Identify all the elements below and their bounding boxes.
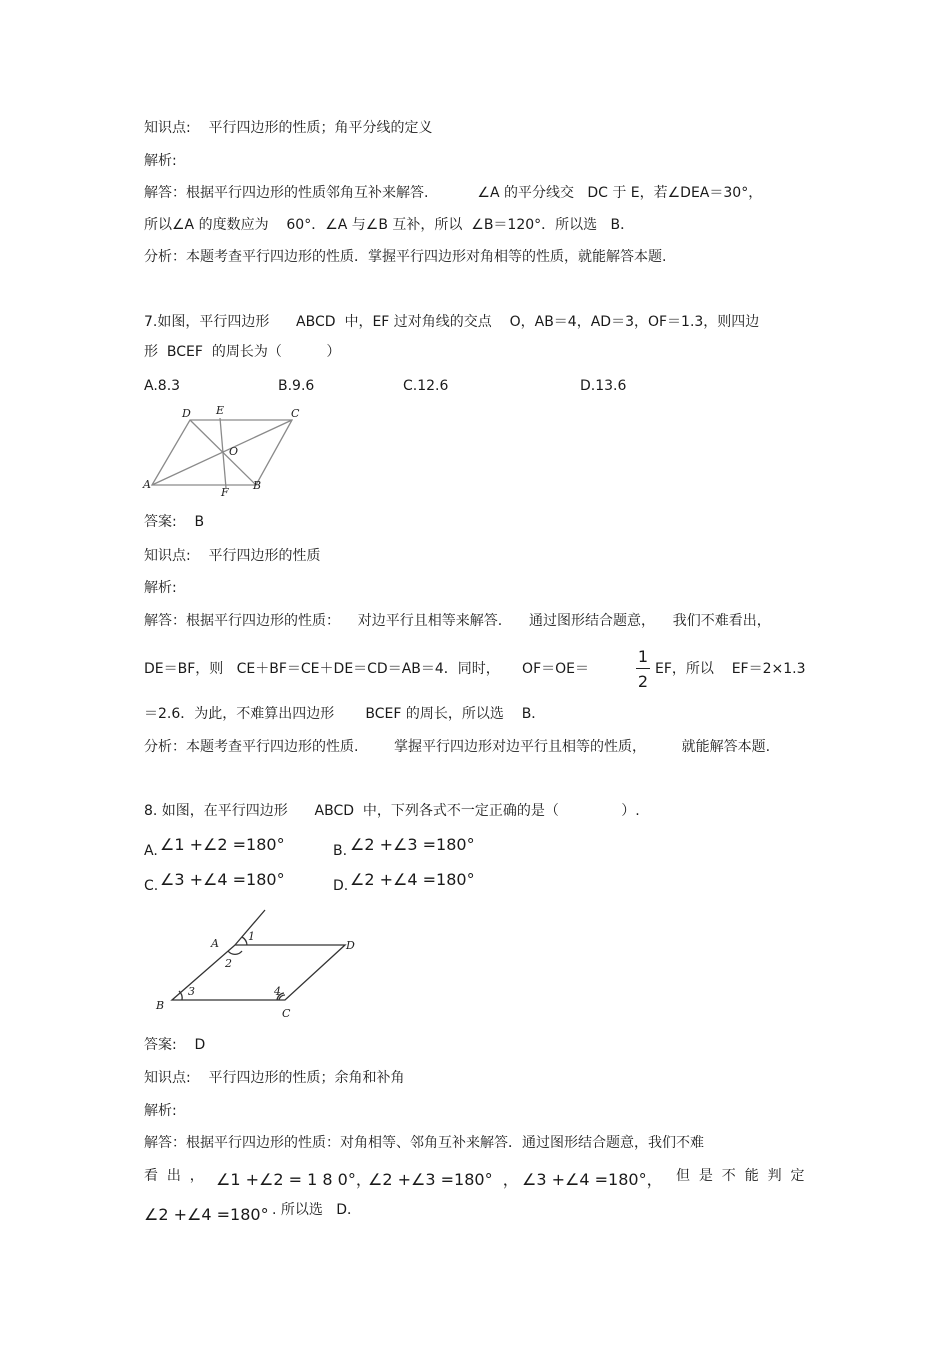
q7-answer: 答案: B — [144, 514, 205, 530]
q7-answer-line-2b: EF，所以 EF＝2×1.3 — [655, 661, 806, 677]
q8-label-1: 1 — [248, 930, 255, 943]
q7-option-d: D.13.6 — [580, 378, 627, 394]
q8-label-a: A — [211, 937, 219, 950]
q7-fraction-bar — [636, 668, 650, 669]
q8-answer-expr-1: ∠1 +∠2 = 1 8 0°， — [216, 1170, 372, 1189]
q8-option-c-letter: C. — [144, 878, 159, 894]
q8-knowledge: 知识点: 平行四边形的性质；余角和补角 — [144, 1070, 405, 1086]
q7-fraction-denominator: 2 — [637, 672, 649, 691]
q7-stem-line-1: 7.如图，平行四边形 ABCD 中，EF 过对角线的交点 O，AB＝4，AD＝3，OF＝1.3，则四边 — [144, 314, 760, 330]
q7-option-a: A.8.3 — [144, 378, 181, 394]
q7-answer-line-1: 解答：根据平行四边形的性质： 对边平行且相等来解答. 通过图形结合题意， 我们不难看出， — [144, 613, 771, 629]
q8-label-d: D — [346, 939, 355, 952]
q8-answer: 答案: D — [144, 1037, 206, 1053]
q8-label-2: 2 — [225, 957, 232, 970]
q7-stem-line-2: 形 BCEF 的周长为（ ） — [144, 344, 341, 360]
q7-option-b: B.9.6 — [278, 378, 315, 394]
q7-answer-line-2a: DE＝BF，则 CE＋BF＝CE＋DE＝CD＝AB＝4．同时， OF＝OE＝ — [144, 661, 589, 677]
q7-fraction-numerator: 1 — [637, 647, 649, 666]
q6-knowledge: 知识点: 平行四边形的性质；角平分线的定义 — [144, 120, 433, 136]
q8-label-b: B — [156, 999, 165, 1012]
q8-answer-expr-4: ∠2 +∠4 =180° — [144, 1205, 269, 1224]
q7-label-e: E — [216, 404, 225, 417]
q8-option-b-letter: B. — [333, 843, 348, 859]
q8-option-b: ∠2 +∠3 =180° — [350, 835, 475, 854]
q7-parallelogram-figure — [140, 405, 310, 500]
q6-answer-line-2: 所以∠A 的度数应为 60°．∠A 与∠B 互补，所以 ∠B＝120°．所以选 B． — [144, 217, 635, 233]
q7-label-a: A — [143, 478, 151, 491]
q8-answer-line-2-prefix: 看 出 ， — [144, 1168, 204, 1184]
q6-summary: 分析：本题考查平行四边形的性质．掌握平行四边形对角相等的性质，就能解答本题. — [144, 249, 667, 265]
q8-answer-expr-3: ∠3 +∠4 =180°， — [522, 1170, 663, 1189]
q7-label-b: B — [253, 479, 262, 492]
q7-label-c: C — [291, 407, 300, 420]
q8-option-d-letter: D. — [333, 878, 349, 894]
q8-label-4: 4 — [274, 985, 281, 998]
q8-label-3: 3 — [188, 985, 195, 998]
q8-option-a-letter: A. — [144, 843, 158, 859]
q7-label-f: F — [221, 486, 229, 499]
q6-analysis-label: 解析: — [144, 153, 177, 169]
q8-answer-line-3-tail: . 所以选 D． — [272, 1202, 362, 1218]
q7-analysis-label: 解析: — [144, 580, 177, 596]
q7-option-c: C.12.6 — [403, 378, 449, 394]
q7-label-d: D — [182, 407, 191, 420]
q8-option-c: ∠3 +∠4 =180° — [160, 870, 285, 889]
q7-label-o: O — [229, 445, 239, 458]
q8-parallelogram-figure — [150, 905, 375, 1025]
q8-option-a: ∠1 +∠2 =180° — [160, 835, 285, 854]
q7-summary: 分析：本题考查平行四边形的性质. 掌握平行四边形对边平行且相等的性质， 就能解答本题. — [144, 739, 771, 755]
q8-analysis-label: 解析: — [144, 1103, 177, 1119]
q7-answer-line-3: ＝2.6．为此，不难算出四边形 BCEF 的周长，所以选 B． — [144, 706, 546, 722]
q8-answer-line-1: 解答：根据平行四边形的性质：对角相等、邻角互补来解答．通过图形结合题意，我们不难 — [144, 1135, 704, 1151]
q8-answer-line-2-suffix: 但 是 不 能 判 定 — [676, 1168, 805, 1184]
q7-knowledge: 知识点: 平行四边形的性质 — [144, 548, 321, 564]
q6-answer-line-1: 解答：根据平行四边形的性质邻角互补来解答. ∠A 的平分线交 DC 于 E，若∠DEA＝30°， — [144, 185, 763, 201]
q8-option-d: ∠2 +∠4 =180° — [350, 870, 475, 889]
q8-stem: 8. 如图，在平行四边形 ABCD 中，下列各式不一定正确的是（ ）. — [144, 803, 640, 819]
q8-answer-expr-2: ∠2 +∠3 =180° ， — [368, 1170, 519, 1189]
q8-label-c: C — [282, 1007, 291, 1020]
